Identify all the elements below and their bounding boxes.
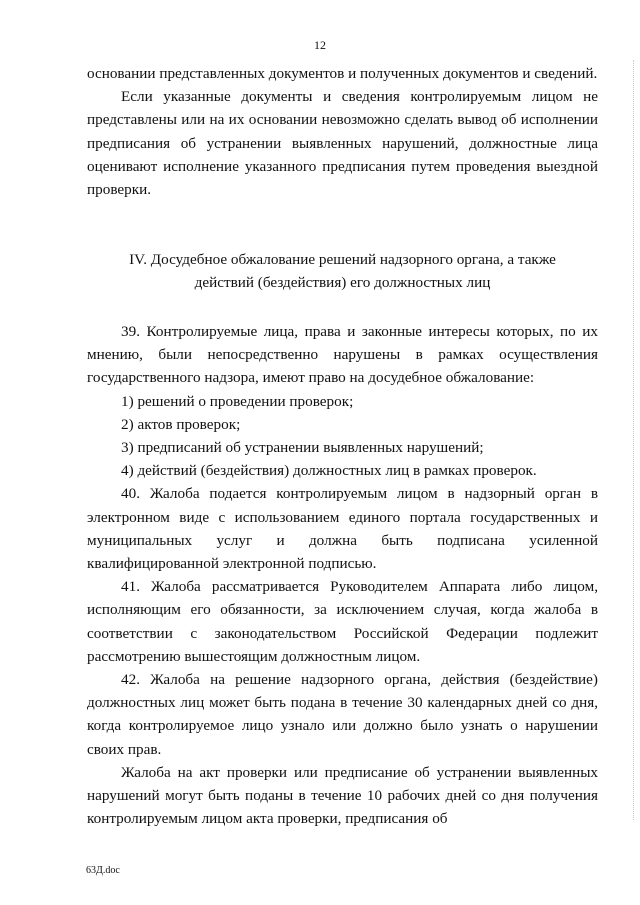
list-item: 3) предписаний об устранении выявленных нарушений; (121, 439, 484, 457)
page-number: 12 (314, 38, 326, 52)
section-heading (87, 248, 598, 294)
scan-edge-marks (631, 60, 634, 820)
section-heading-line-1: IV. Досудебное обжалование решений надзорного органа, а также (129, 251, 556, 268)
text-block-main (87, 320, 598, 830)
paragraph-39: 39. Контролируемые лица, права и законные интересы которых, по их мнению, были непосредственно нарушены в рамках осуществления государственного надзора, имеют право на досудебное обжалование: (87, 323, 598, 387)
section-heading-line-2: действий (бездействия) его должностных лиц (194, 274, 491, 292)
paragraph-41: 41. Жалоба рассматривается Руководителем Аппарата либо лицом, исполняющим его обязанности, за исключением случая, когда жалоба в соответствии с законодательством Российской Федерации подлежит рассмотрению вышестоящим должностным лицом. (87, 578, 598, 665)
paragraph-verification: Если указанные документы и сведения контролируемым лицом не представлены или на их основании невозможно сделать вывод об исполнении предписания об устранении выявленных нарушений, должностные лица оценивают исполнение указанного предписания путем проведения выездной проверки. (87, 88, 598, 199)
paragraph-40: 40. Жалоба подается контролируемым лицом в надзорный орган в электронном виде с использованием единого портала государственных и муниципальных услуг и должна быть подписана усиленной квалифицированной электронной подписью. (87, 485, 598, 573)
list-item: 4) действий (бездействия) должностных лиц в рамках проверок. (121, 462, 537, 480)
paragraph-43: Жалоба на акт проверки или предписание об устранении выявленных нарушений могут быть поданы в течение 10 рабочих дней со дня получения контролируемым лицом акта проверки, предписания об (87, 763, 598, 828)
footer-filename: 63Д.doc (86, 865, 120, 876)
paragraph-continuation: основании представленных документов и полученных документов и сведений. (87, 65, 598, 82)
text-block-intro (87, 62, 598, 201)
list-item: 1) решений о проведении проверок; (121, 392, 354, 410)
list-item: 2) актов проверок; (121, 415, 241, 433)
paragraph-42: 42. Жалоба на решение надзорного органа, действия (бездействие) должностных лиц может быть подана в течение 30 календарных дней со дня, когда контролируемое лицо узнало или должно было узнать о нарушении своих прав. (87, 671, 598, 758)
